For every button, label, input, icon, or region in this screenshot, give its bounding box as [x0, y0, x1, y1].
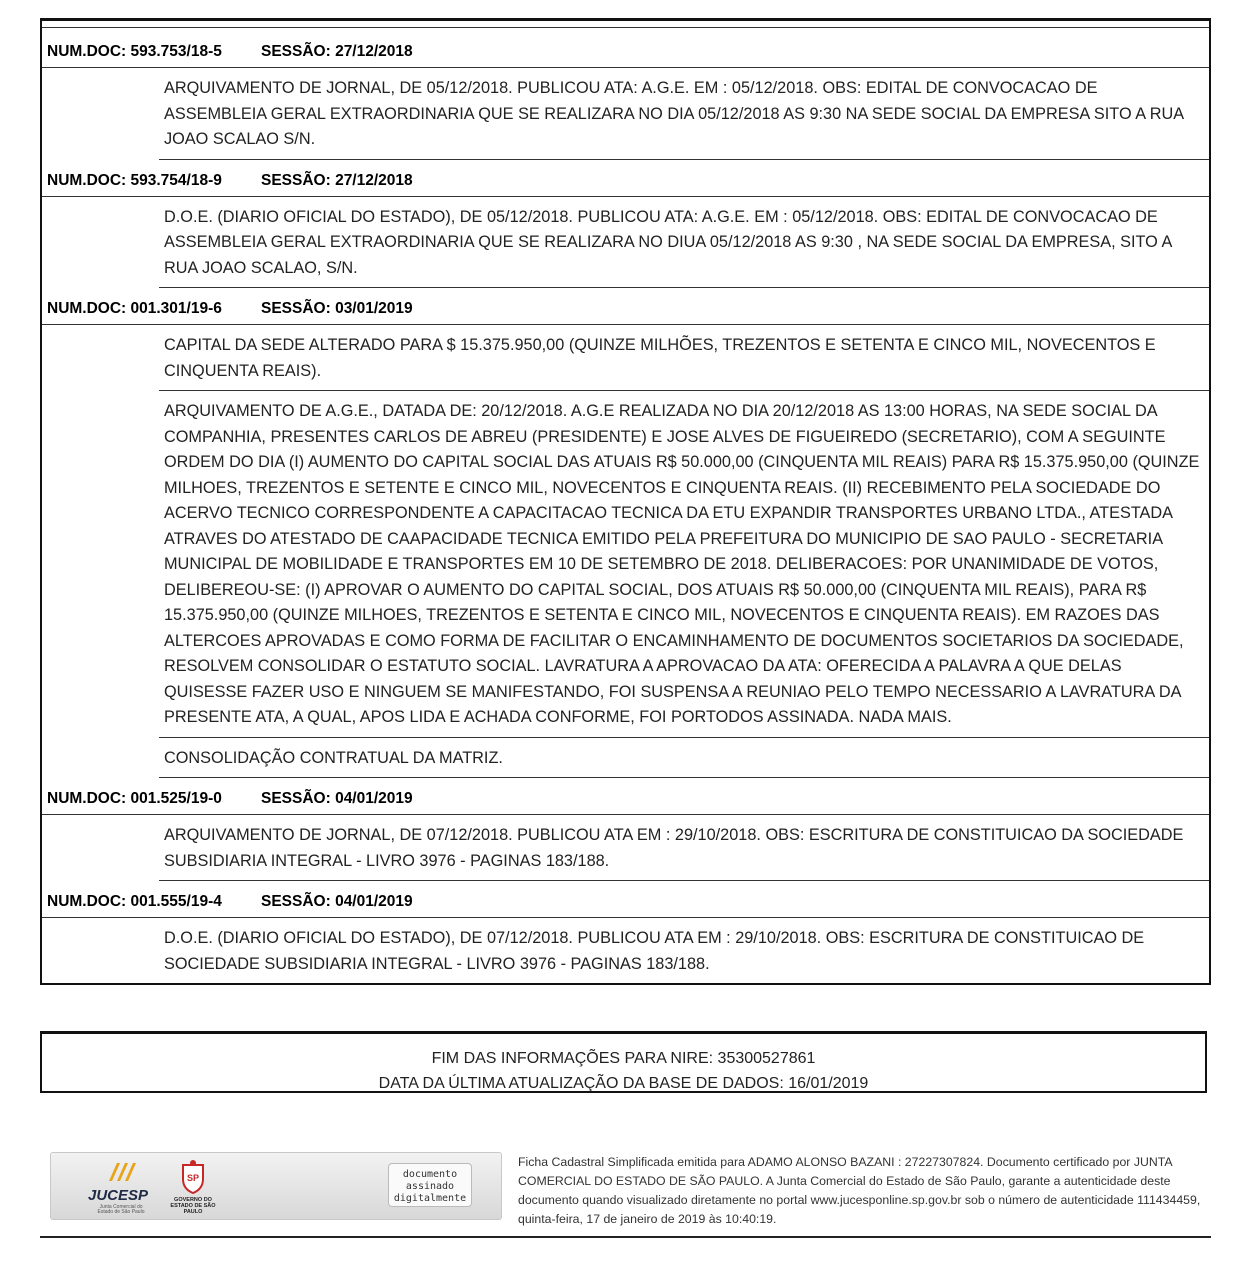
record-entry: CONSOLIDAÇÃO CONTRATUAL DA MATRIZ.	[159, 738, 1209, 779]
record-entry: D.O.E. (DIARIO OFICIAL DO ESTADO), DE 07/12/2018. PUBLICOU ATA EM : 29/10/2018. OBS: ESCRITURA DE CONSTITUICAO DE SOCIEDADE SUBSIDIARIA INTEGRAL - LIVRO 3976 - PAGINAS 183/188.	[164, 929, 1145, 973]
session-date: SESSÃO: 04/01/2019	[261, 893, 413, 910]
record-header	[42, 27, 1209, 68]
session-date: SESSÃO: 04/01/2019	[261, 790, 413, 807]
record-entry: D.O.E. (DIARIO OFICIAL DO ESTADO), DE 05/12/2018. PUBLICOU ATA: A.G.E. EM : 05/12/2018. OBS: EDITAL DE CONVOCACAO DE ASSEMBLEIA GERAL EXTRAORDINARIA QUE SE REALIZARA NO DIUA 05/12/2018 AS 9:30 , NA SEDE SOCIAL DA EMPRESA, SITO A RUA JOAO SCALAO, S/N.	[159, 197, 1209, 289]
end-nire-line: FIM DAS INFORMAÇÕES PARA NIRE: 35300527861	[431, 1050, 816, 1067]
record-header	[42, 881, 1209, 918]
footer-logo-banner	[50, 1152, 502, 1220]
sp-coat-of-arms-icon	[179, 1159, 207, 1195]
doc-number: NUM.DOC: 001.525/19-0	[47, 790, 222, 807]
session-date: SESSÃO: 27/12/2018	[261, 43, 413, 60]
record-entries	[159, 197, 1209, 289]
record-header	[42, 778, 1209, 815]
jucesp-name: JUCESP	[87, 1187, 149, 1204]
jucesp-logo	[73, 1161, 163, 1215]
certification-text: Ficha Cadastral Simplificada emitida para ADAMO ALONSO BAZANI : 27227307824. Documento certificado por JUNTA COMERCIAL DO ESTADO DE SÃO PAULO. A Junta Comercial do Estado de São Paulo, garante a autenticidade deste documento quando visualizado diretamente no portal www.jucesponline.sp.gov.br sob o número de autenticidade 111434459, quinta-feira, 17 de janeiro de 2019 às 10:40:19.	[518, 1155, 1201, 1226]
last-update-line: DATA DA ÚLTIMA ATUALIZAÇÃO DA BASE DE DADOS: 16/01/2019	[378, 1075, 869, 1092]
doc-number: NUM.DOC: 593.754/18-9	[47, 171, 222, 189]
government-label: GOVERNO DO ESTADO DE SÃO PAULO	[170, 1197, 216, 1215]
record-entries	[159, 815, 1209, 881]
session-date: SESSÃO: 03/01/2019	[261, 300, 413, 317]
record-entry: CAPITAL DA SEDE ALTERADO PARA $ 15.375.950,00 (QUINZE MILHÕES, TREZENTOS E SETENTA E CINCO MIL, NOVECENTOS E CINQUENTA REAIS).	[159, 325, 1209, 391]
record-entry: ARQUIVAMENTO DE A.G.E., DATADA DE: 20/12/2018. A.G.E REALIZADA NO DIA 20/12/2018 AS 13:00 HORAS, NA SEDE SOCIAL DA COMPANHIA, PRESENTES CARLOS DE ABREU (PRESIDENTE) E JOSE ALVES DE FIGUEIREDO (SECRETARIO), COM A SEGUINTE ORDEM DO DIA (I) AUMENTO DO CAPITAL SOCIAL DAS ATUAIS R$ 50.000,00 (CINQUENTA MIL REAIS) PARA R$ 15.375.950,00 (QUINZE MILHOES, TREZENTOS E SETENTE E CINCO MIL, NOVECENTOS E CINQUENTA REAIS. (II) RECEBIMENTO PELA SOCIEDADE DO ACERVO TECNICO CORRESPONDENTE A CAPACITACAO TECNICA DA ETU EXPANDIR TRANSPORTES URBANO LTDA., ATESTADA ATRAVES DO ATESTADO DE CAAPACIDADE TECNICA EMITIDO PELA PREFEITURA DO MUNICIPIO DE SAO PAULO - SECRETARIA MUNICIPAL DE MOBILIDADE E TRANSPORTES EM 10 DE SETEMBRO DE 2018. DELIBERACOES: POR UNANIMIDADE DE VOTOS, DELIBEREOU-SE: (I) APROVAR O AUMENTO DO CAPITAL SOCIAL, DOS ATUAIS R$ 50.000,00 (CINQUENTA MIL REAIS), PARA R$ 15.375.950,00 (QUINZE MILHOES, TREZENTOS E SETENTA E CINCO MIL, NOVECENTOS E CINQUENTA REAIS). EM RAZOES DAS ALTERCOES APROVADAS E COMO FORMA DE FACILITAR O ENCAMINHAMENTO DE DOCUMENTOS SOCIETARIOS DA SOCIEDADE, RESOLVEM CONSOLIDAR O ESTATUTO SOCIAL. LAVRATURA A APROVACAO DA ATA: OFERECIDA A PALAVRA A QUE DELAS QUISESSE FAZER USO E NINGUEM SE MANIFESTANDO, FOI SUSPENSA A REUNIAO PELO TEMPO NECESSARIO A LAVRATURA DA PRESENTE ATA, A QUAL, APOS LIDA E ACHADA CONFORME, FOI PORTODOS ASSINADA. NADA MAIS.	[159, 391, 1209, 738]
session-date: SESSÃO: 27/12/2018	[261, 171, 413, 189]
record-entries	[159, 68, 1209, 160]
jucesp-subtitle: Junta Comercial do Estado de São Paulo	[97, 1204, 145, 1215]
digital-signature-badge: documento assinado digitalmente	[388, 1163, 472, 1207]
government-seal	[163, 1159, 223, 1215]
records-table	[40, 18, 1211, 985]
doc-number: NUM.DOC: 001.555/19-4	[47, 893, 222, 910]
record-entries	[159, 325, 1209, 778]
record-entry: ARQUIVAMENTO DE JORNAL, DE 07/12/2018. PUBLICOU ATA EM : 29/10/2018. OBS: ESCRITURA DE CONSTITUICAO DA SOCIEDADE SUBSIDIARIA INTEGRAL - LIVRO 3976 - PAGINAS 183/188.	[159, 815, 1209, 881]
footer-divider	[40, 1236, 1211, 1238]
record-header	[42, 288, 1209, 325]
jucesp-mark-icon	[103, 1161, 143, 1183]
end-of-info-box	[40, 1031, 1207, 1093]
seal-text: SP	[186, 1173, 200, 1183]
record-header	[42, 160, 1209, 197]
record-entries	[159, 918, 1209, 983]
doc-number: NUM.DOC: 001.301/19-6	[47, 300, 222, 317]
doc-number: NUM.DOC: 593.753/18-5	[47, 43, 222, 60]
record-entry: ARQUIVAMENTO DE JORNAL, DE 05/12/2018. PUBLICOU ATA: A.G.E. EM : 05/12/2018. OBS: EDITAL DE CONVOCACAO DE ASSEMBLEIA GERAL EXTRAORDINARIA QUE SE REALIZARA NO DIA 05/12/2018 AS 9:30 NA SEDE SOCIAL DA EMPRESA SITO A RUA JOAO SCALAO S/N.	[159, 68, 1209, 160]
